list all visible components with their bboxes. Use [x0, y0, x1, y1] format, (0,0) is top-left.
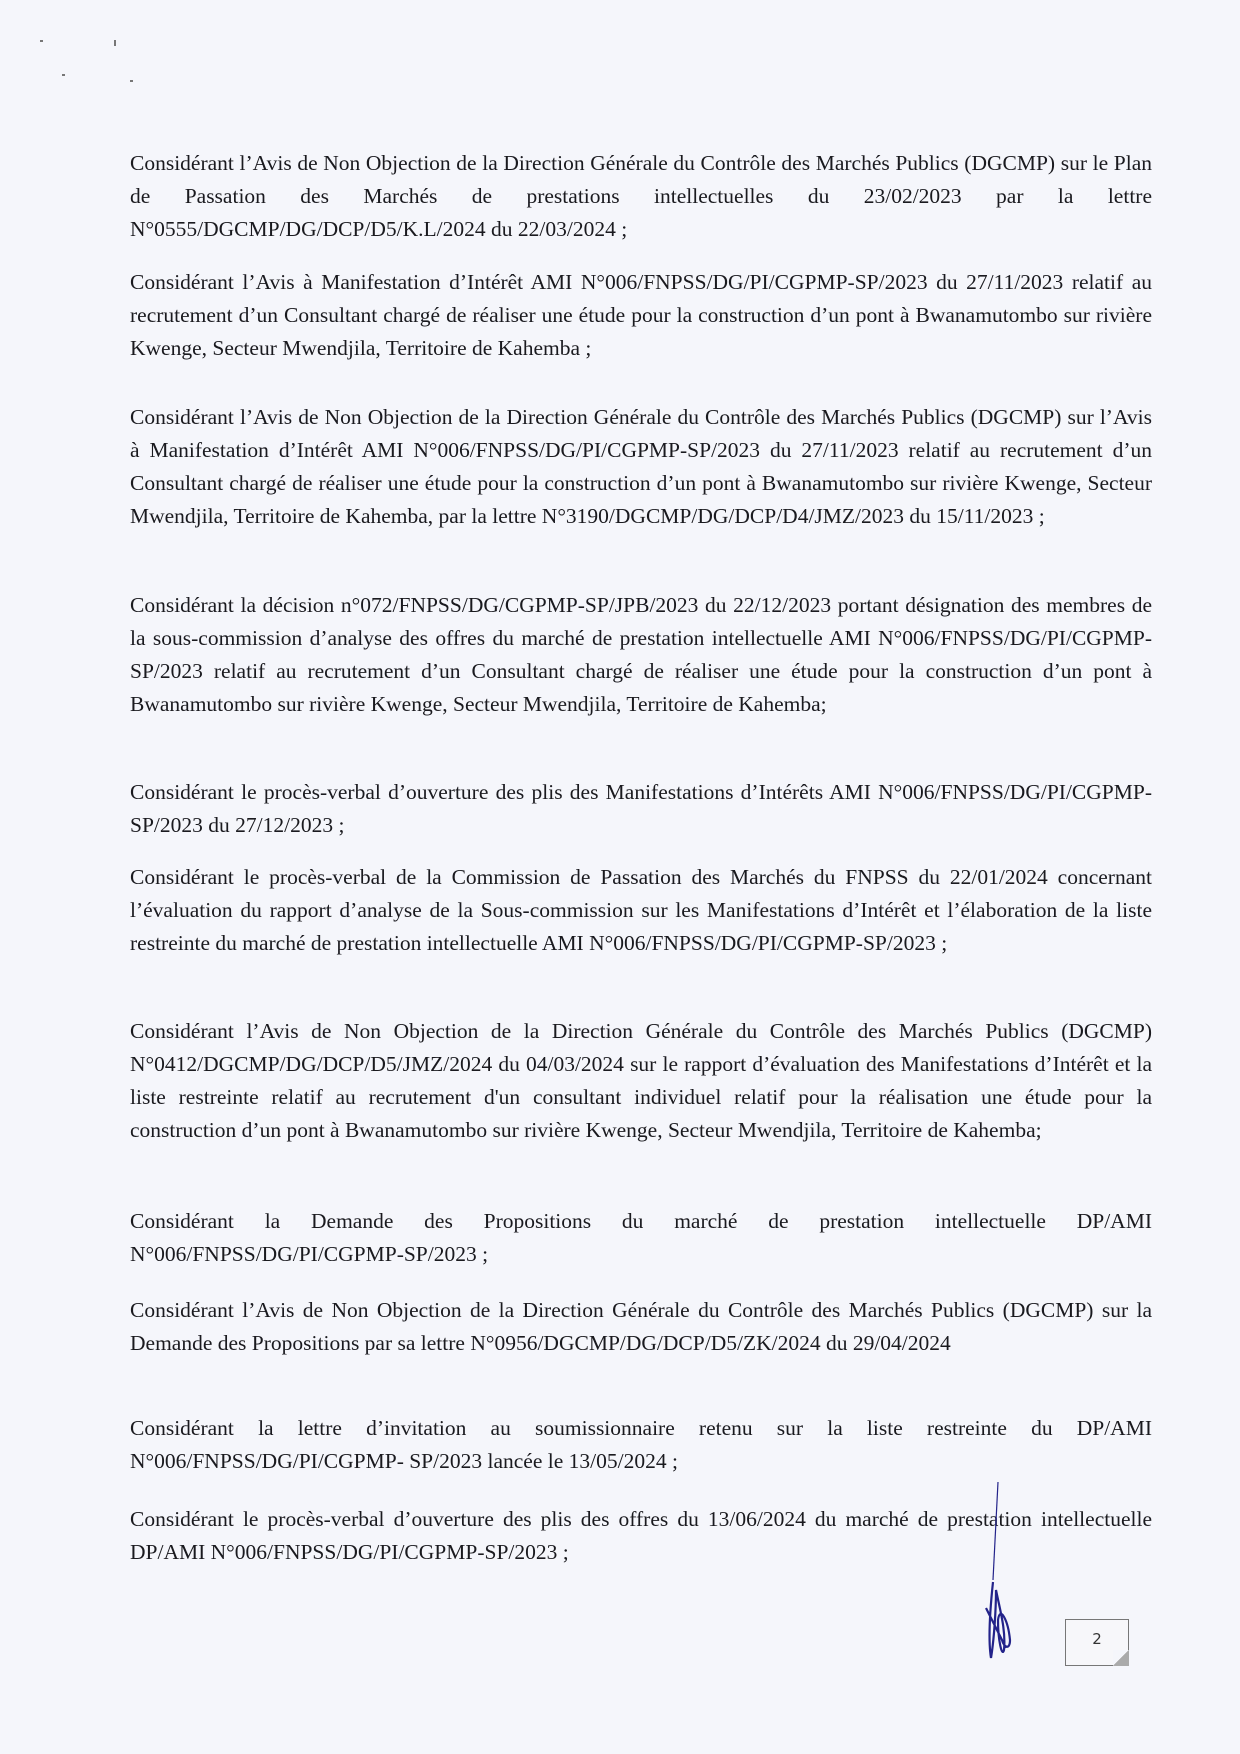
- handwritten-signature: [960, 1480, 1020, 1670]
- scan-speck: [40, 40, 43, 42]
- paragraph-considerant: Considérant la Demande des Propositions du marché de prestation intellectuelle DP/AMI N°006/FNPSS/DG/PI/CGPMP-SP/2023 ;: [130, 1209, 1152, 1266]
- paragraph-considerant: Considérant l’Avis de Non Objection de la Direction Générale du Contrôle des Marchés Publics (DGCMP) sur la Demande des Propositions par sa lettre N°0956/DGCMP/DG/DCP/D5/ZK/2024 du 29/04/2024: [130, 1298, 1152, 1355]
- paragraph-considerant: Considérant la décision n°072/FNPSS/DG/CGPMP-SP/JPB/2023 du 22/12/2023 portant désignation des membres de la sous-commission d’analyse des offres du marché de prestation intellectuelle AMI N°006/FNPSS/DG/PI/CGPMP-SP/2023 relatif au recrutement d’un Consultant chargé de réaliser une étude pour la construction d’un pont à Bwanamutombo sur rivière Kwenge, Secteur Mwendjila, Territoire de Kahemba;: [130, 593, 1152, 716]
- scan-speck: [130, 80, 133, 82]
- paragraph-considerant: Considérant la lettre d’invitation au soumissionnaire retenu sur la liste restreinte du DP/AMI N°006/FNPSS/DG/PI/CGPMP- SP/2023 lancée le 13/05/2024 ;: [130, 1416, 1152, 1473]
- scan-speck: [62, 74, 65, 76]
- page-fold-corner: [1113, 1650, 1129, 1666]
- paragraph-considerant: Considérant le procès-verbal d’ouverture des plis des Manifestations d’Intérêts AMI N°006/FNPSS/DG/PI/CGPMP-SP/2023 du 27/12/2023 ;: [130, 780, 1152, 837]
- paragraph-considerant: Considérant le procès-verbal de la Commission de Passation des Marchés du FNPSS du 22/01/2024 concernant l’évaluation du rapport d’analyse de la Sous-commission sur les Manifestations d’Intérêt et l’élaboration de la liste restreinte du marché de prestation intellectuelle AMI N°006/FNPSS/DG/PI/CGPMP-SP/2023 ;: [130, 865, 1152, 955]
- scan-speck: [114, 40, 116, 46]
- paragraph-considerant: Considérant l’Avis de Non Objection de la Direction Générale du Contrôle des Marchés Publics (DGCMP) N°0412/DGCMP/DG/DCP/D5/JMZ/2024 du 04/03/2024 sur le rapport d’évaluation des Manifestations d’Intérêt et la liste restreinte relatif au recrutement d'un consultant individuel relatif pour la réalisation une étude pour la construction d’un pont à Bwanamutombo sur rivière Kwenge, Secteur Mwendjila, Territoire de Kahemba;: [130, 1019, 1152, 1142]
- paragraph-considerant: Considérant l’Avis de Non Objection de la Direction Générale du Contrôle des Marchés Publics (DGCMP) sur le Plan de Passation des Marchés de prestations intellectuelles du 23/02/2023 par la lettre N°0555/DGCMP/DG/DCP/D5/K.L/2024 du 22/03/2024 ;: [130, 151, 1152, 241]
- paragraph-considerant: Considérant le procès-verbal d’ouverture des plis des offres du 13/06/2024 du marché de prestation intellectuelle DP/AMI N°006/FNPSS/DG/PI/CGPMP-SP/2023 ;: [130, 1507, 1152, 1564]
- paragraph-considerant: Considérant l’Avis de Non Objection de la Direction Générale du Contrôle des Marchés Publics (DGCMP) sur l’Avis à Manifestation d’Intérêt AMI N°006/FNPSS/DG/PI/CGPMP-SP/2023 du 27/11/2023 relatif au recrutement d’un Consultant chargé de réaliser une étude pour la construction d’un pont à Bwanamutombo sur rivière Kwenge, Secteur Mwendjila, Territoire de Kahemba, par la lettre N°3190/DGCMP/DG/DCP/D4/JMZ/2023 du 15/11/2023 ;: [130, 405, 1152, 528]
- paragraph-considerant: Considérant l’Avis à Manifestation d’Intérêt AMI N°006/FNPSS/DG/PI/CGPMP-SP/2023 du 27/11/2023 relatif au recrutement d’un Consultant chargé de réaliser une étude pour la construction d’un pont à Bwanamutombo sur rivière Kwenge, Secteur Mwendjila, Territoire de Kahemba ;: [130, 270, 1152, 360]
- page-number: 2: [1092, 1630, 1102, 1648]
- page-number-box: [1065, 1619, 1129, 1666]
